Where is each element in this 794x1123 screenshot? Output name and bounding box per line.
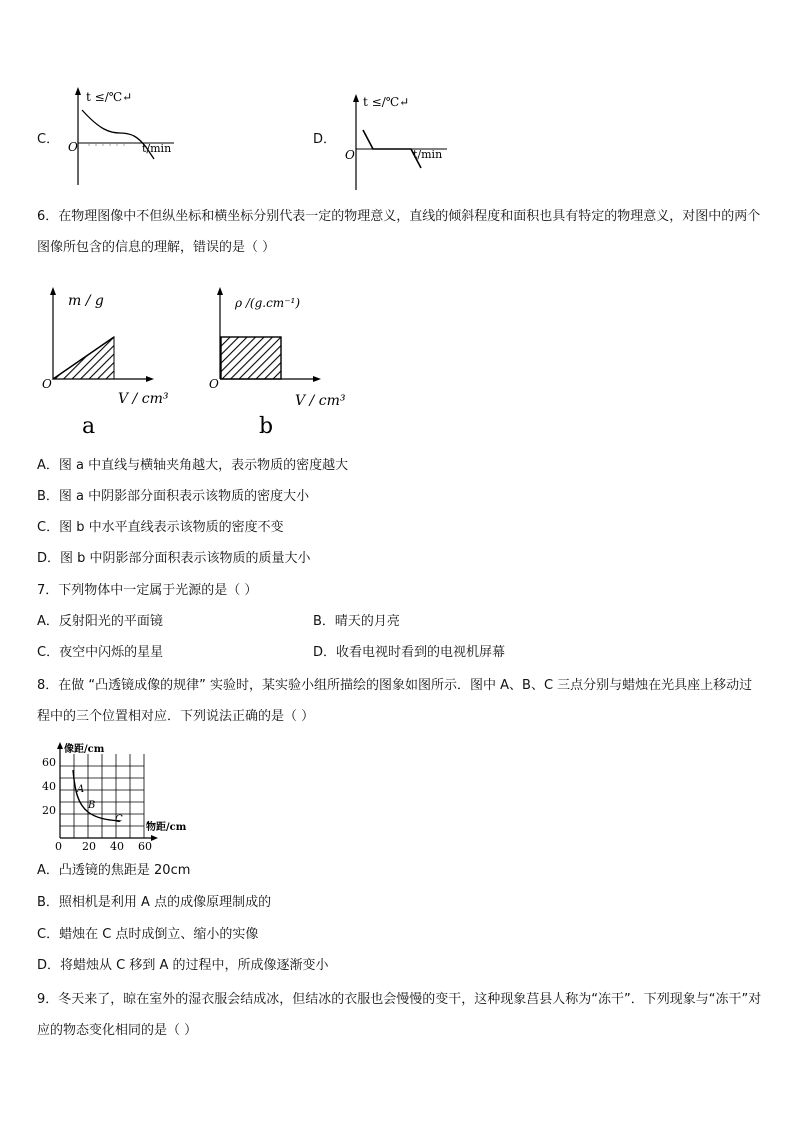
- graph-d-origin: O: [345, 148, 355, 162]
- graph-c-origin: O: [68, 140, 78, 154]
- q8-option-c: C．蜡烛在 C 点时成倒立、缩小的实像: [37, 927, 259, 942]
- graph-lens-x-label: 物距/cm: [146, 822, 187, 833]
- graph-lens-x-tick-60: 60: [138, 840, 152, 852]
- option-d-label: D．: [313, 132, 337, 147]
- graph-b-origin: O: [209, 377, 219, 391]
- question-6-text: 6．在物理图像中不但纵坐标和横坐标分别代表一定的物理意义，直线的倾斜程度和面积也具有特定的物理意义，对图中的两个图像所包含的信息的理解，错误的是（ ）: [37, 209, 761, 255]
- q7-option-b: B．晴天的月亮: [313, 614, 400, 629]
- q7-option-d: D．收看电视时看到的电视机屏幕: [313, 645, 506, 660]
- graph-b-y-axis: ρ /(g.cm⁻¹): [235, 296, 301, 310]
- graph-d-x-axis: t/min: [413, 148, 443, 161]
- graph-lens: [38, 742, 198, 852]
- q6-option-c: C．图 b 中水平直线表示该物质的密度不变: [37, 520, 284, 535]
- graph-a: [38, 285, 173, 440]
- graph-lens-point-a: A: [77, 784, 85, 795]
- graph-d-y-axis: t ≤/℃↵: [363, 95, 410, 109]
- graph-c-y-axis: t ≤/℃↵: [86, 90, 133, 104]
- q7-option-c: C．夜空中闪烁的星星: [37, 645, 164, 660]
- graph-a-y-axis: m / g: [68, 293, 104, 309]
- q6-option-b: B．图 a 中阴影部分面积表示该物质的密度大小: [37, 489, 310, 504]
- graph-c-x-axis: t/min: [142, 142, 172, 155]
- q6-option-a: A．图 a 中直线与横轴夹角越大，表示物质的密度越大: [37, 458, 349, 473]
- graph-b-x-axis: V / cm³: [295, 393, 346, 409]
- graph-a-caption: a: [82, 414, 96, 439]
- question-9-text: 9．冬天来了，晾在室外的湿衣服会结成冰，但结冰的衣服也会慢慢的变干，这种现象莒县人称为“冻干”．下列现象与“冻干”对应的物态变化相同的是（ ）: [37, 992, 762, 1038]
- graph-lens-x-tick-0: 0: [55, 840, 62, 852]
- q8-option-a: A．凸透镜的焦距是 20cm: [37, 863, 191, 878]
- option-c-label: C．: [37, 132, 60, 147]
- graph-c: [66, 85, 181, 190]
- graph-a-origin: O: [42, 377, 52, 391]
- graph-d: [343, 92, 453, 192]
- q8-option-b: B．照相机是利用 A 点的成像原理制成的: [37, 895, 272, 910]
- graph-lens-y-tick-60: 60: [42, 756, 56, 769]
- graph-b-shaded-area: [221, 337, 281, 379]
- q7-option-a: A．反射阳光的平面镜: [37, 614, 163, 629]
- graph-lens-x-tick-40: 40: [110, 840, 124, 852]
- graph-b-caption: b: [259, 414, 274, 439]
- q8-option-d: D．将蜡烛从 C 移到 A 的过程中，所成像逐渐变小: [37, 958, 329, 973]
- q6-option-d: D．图 b 中阴影部分面积表示该物质的质量大小: [37, 551, 311, 566]
- graph-lens-y-tick-20: 20: [42, 804, 56, 817]
- graph-b: [205, 285, 355, 440]
- graph-a-x-axis: V / cm³: [118, 391, 169, 407]
- graph-lens-point-c: C: [115, 814, 123, 825]
- question-7-text: 7．下列物体中一定属于光源的是（ ）: [37, 583, 258, 598]
- graph-lens-x-tick-20: 20: [82, 840, 96, 852]
- question-8-text: 8．在做 “凸透镜成像的规律” 实验时，某实验小组所描绘的图象如图所示．图中 A、B、C 三点分别与蜡烛在光具座上移动过程中的三个位置相对应．下列说法正确的是（ ）: [37, 678, 753, 724]
- graph-lens-point-b: B: [88, 800, 96, 811]
- graph-lens-y-label: 像距/cm: [64, 744, 105, 755]
- graph-lens-y-tick-40: 40: [42, 780, 56, 793]
